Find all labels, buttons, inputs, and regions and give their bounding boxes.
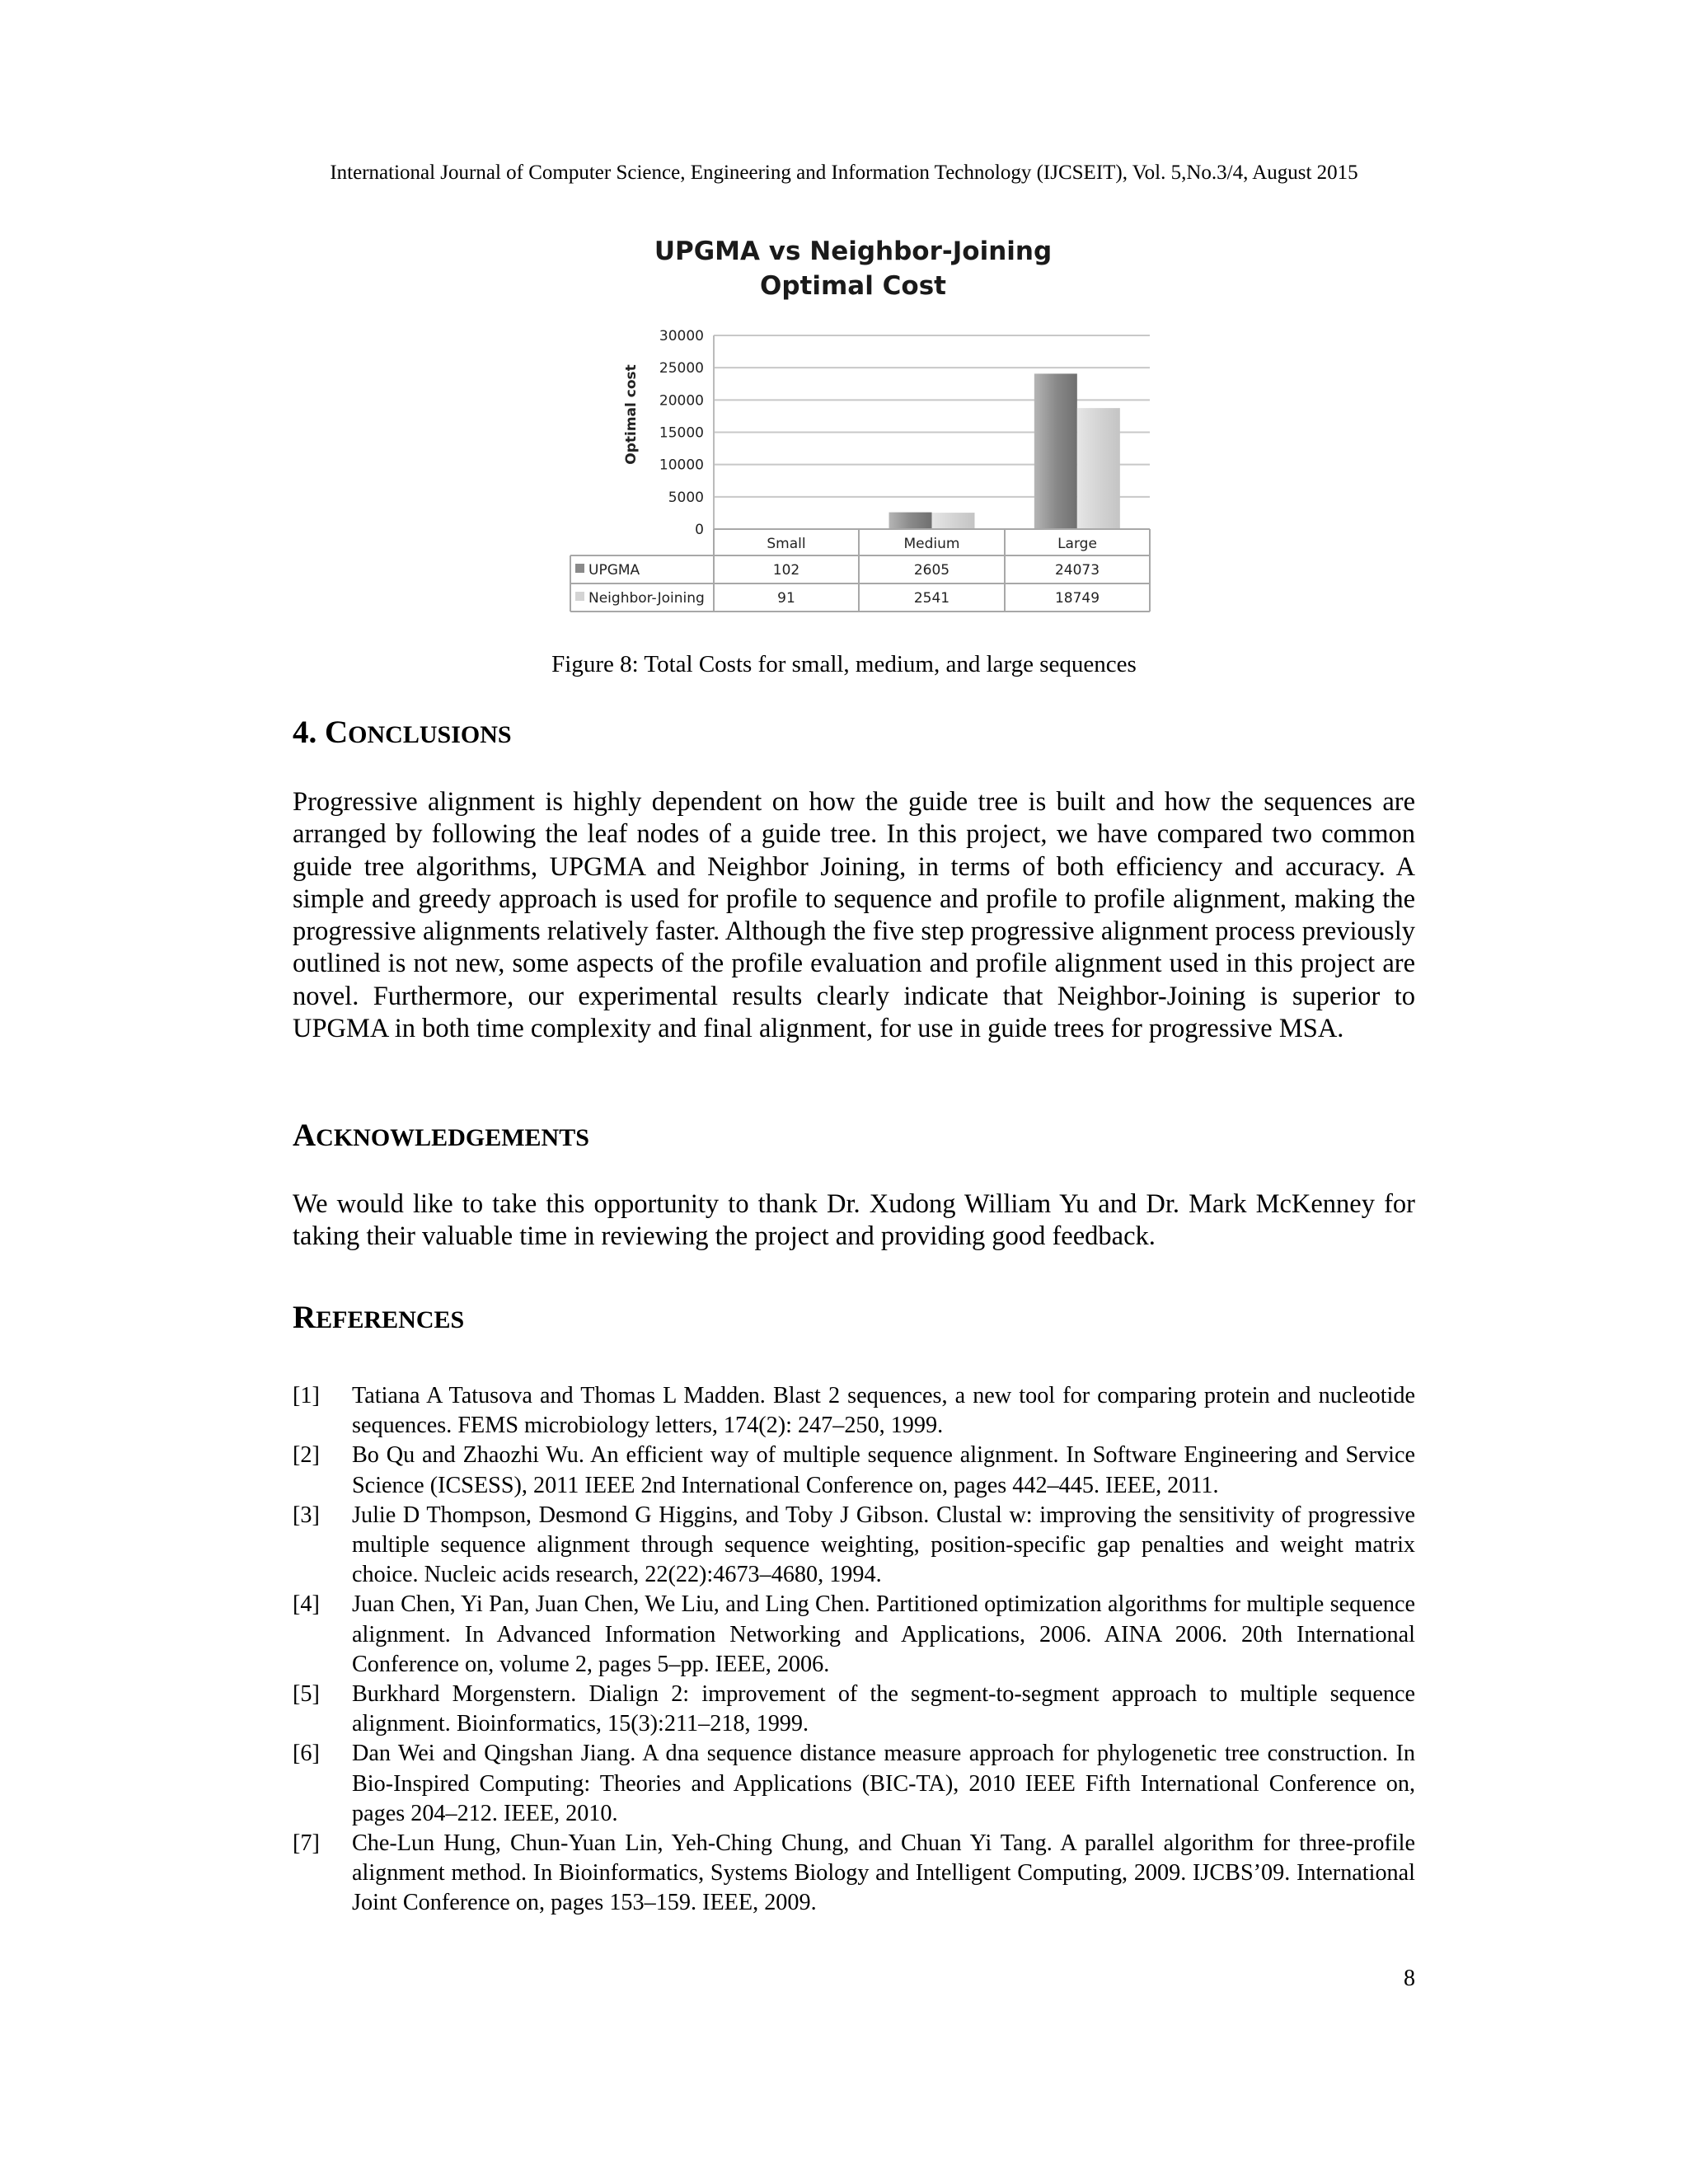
- data-label: 2605: [913, 562, 950, 579]
- bar-upgma-large: [1034, 373, 1077, 529]
- acknowledgements-paragraph: We would like to take this opportunity to thank Dr. Xudong William Yu and Dr. Mark McKenney for taking their valuable time in reviewing the project and providing good feedback.: [293, 1189, 1415, 1252]
- data-label: 24073: [1054, 562, 1100, 579]
- data-label: 91: [777, 590, 795, 607]
- legend-swatch: [575, 564, 584, 573]
- chart-title-line-1: UPGMA vs Neighbor-Joining: [654, 239, 1053, 266]
- bar-neighbor-joining-medium: [932, 513, 975, 529]
- running-header: International Journal of Computer Science, Engineering and Information Technology (IJCSEIT), Vol. 5,No.3/4, August 2015: [330, 162, 1358, 184]
- y-tick-label: 30000: [659, 328, 704, 344]
- figure-caption: Figure 8: Total Costs for small, medium, and large sequences: [551, 651, 1137, 677]
- data-label: 2541: [913, 590, 950, 607]
- bar-neighbor-joining-large: [1077, 408, 1120, 529]
- data-table: [570, 529, 1150, 612]
- reference-item: [5] Burkhard Morgenstern. Dialign 2: improvement of the segment-to-segment approach to multiple sequence alignment. Bioinformatics, 15(3):211–218, 1999.: [293, 1681, 1415, 1737]
- reference-item: [6] Dan Wei and Qingshan Jiang. A dna sequence distance measure approach for phylogenetic tree construction. In Bio-Inspired Computing: Theories and Applications (BIC-TA), 2010 IEEE Fifth International Conference on, pages 204–212. IEEE, 2010.: [293, 1741, 1415, 1826]
- bars: [743, 373, 1120, 529]
- section-heading-references: REFERENCES: [293, 1300, 465, 1335]
- reference-list: [293, 1381, 1415, 1919]
- conclusions-paragraph: Progressive alignment is highly dependent on how the guide tree is built and how the sequences are arranged by following the leaf nodes of a guide tree. In this project, we have compared two common guide tree algorithms, UPGMA and Neighbor Joining, in terms of both efficiency and accuracy. A simple and greedy approach is used for profile to sequence and profile to profile alignment, making the progressive alignments relatively faster. Although the five step progressive alignment process previously outlined is not new, some aspects of the profile evaluation and profile alignment used in this project are novel. Furthermore, our experimental results clearly indicate that Neighbor-Joining is superior to UPGMA in both time complexity and final alignment, for use in guide trees for progressive MSA.: [293, 787, 1415, 1044]
- y-axis-title: Optimal cost: [623, 364, 640, 465]
- legend-label: UPGMA: [588, 562, 640, 579]
- legend-label: Neighbor-Joining: [588, 590, 705, 607]
- bar-upgma-medium: [889, 513, 932, 529]
- reference-item: [1] Tatiana A Tatusova and Thomas L Madden. Blast 2 sequences, a new tool for comparing protein and nucleotide sequences. FEMS microbiology letters, 174(2): 247–250, 1999.: [293, 1383, 1415, 1439]
- y-tick-label: 25000: [659, 360, 704, 377]
- data-label: 102: [772, 562, 800, 579]
- category-label: Medium: [903, 536, 960, 552]
- category-label: Large: [1057, 536, 1097, 552]
- reference-item: [7] Che-Lun Hung, Chun-Yuan Lin, Yeh-Ching Chung, and Chuan Yi Tang. A parallel algorithm for three-profile alignment method. In Bioinformatics, Systems Biology and Intelligent Computing, 2009. IJCBS’09. International Joint Conference on, pages 153–159. IEEE, 2009.: [293, 1830, 1415, 1916]
- reference-item: [4] Juan Chen, Yi Pan, Juan Chen, We Liu, and Ling Chen. Partitioned optimization algorithms for multiple sequence alignment. In Advanced Information Networking and Applications, 2006. AINA 2006. 20th International Conference on, volume 2, pages 5–pp. IEEE, 2006.: [293, 1591, 1415, 1677]
- y-tick-label: 10000: [659, 457, 704, 474]
- reference-item: [2] Bo Qu and Zhaozhi Wu. An efficient way of multiple sequence alignment. In Software Engineering and Service Science (ICSESS), 2011 IEEE 2nd International Conference on, pages 442–445. IEEE, 2011.: [293, 1442, 1415, 1498]
- y-tick-label: 0: [695, 522, 704, 538]
- page-number: 8: [1404, 1966, 1415, 1991]
- section-heading-conclusions: 4. CONCLUSIONS: [293, 715, 512, 750]
- section-heading-acknowledgements: ACKNOWLEDGEMENTS: [293, 1118, 589, 1153]
- y-tick-label: 15000: [659, 424, 704, 442]
- figure-8-chart: [560, 239, 1154, 618]
- bar-chart: [560, 239, 1154, 618]
- category-label: Small: [767, 536, 806, 552]
- y-tick-label: 20000: [659, 392, 704, 410]
- legend-swatch: [575, 592, 584, 601]
- chart-title-line-2: Optimal Cost: [760, 271, 946, 301]
- data-label: 18749: [1054, 590, 1100, 607]
- reference-item: [3] Julie D Thompson, Desmond G Higgins, and Toby J Gibson. Clustal w: improving the sensitivity of progressive multiple sequence alignment through sequence weighting, position-specific gap penalties and weight matrix choice. Nucleic acids research, 22(22):4673–4680, 1994.: [293, 1502, 1415, 1588]
- y-tick-label: 5000: [668, 489, 704, 506]
- y-tick-labels: [659, 328, 704, 538]
